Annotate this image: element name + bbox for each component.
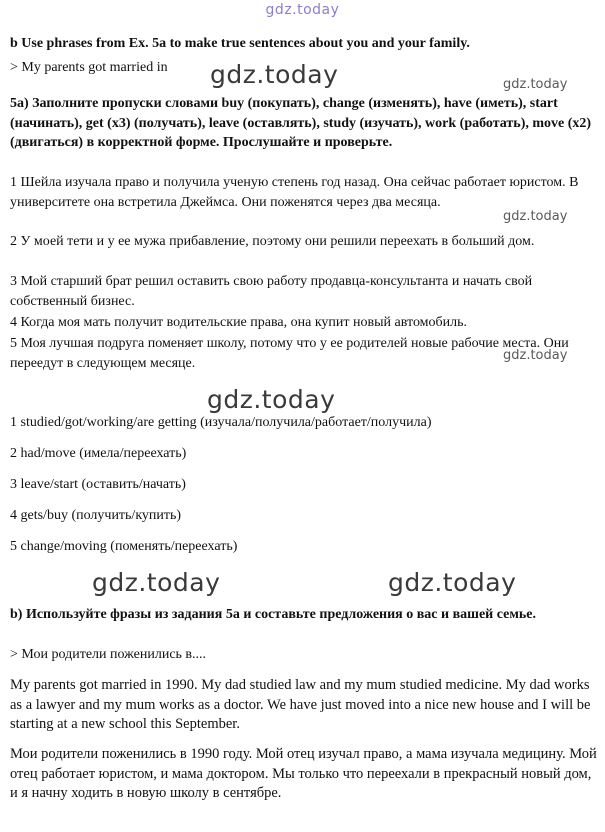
watermark-small: gdz.today xyxy=(503,348,568,363)
watermark-top: gdz.today xyxy=(265,2,340,18)
task-b-ru-title: b) Используйте фразы из задания 5а и составьте предложения о вас и вашей семье. xyxy=(10,607,536,622)
sentence-5: 5 Моя лучшая подруга поменяет школу, потому что у ее родителей новые рабочие места. Они переедут в следующем месяце. xyxy=(10,336,569,371)
answer-2: 2 had/move (имела/переехать) xyxy=(10,446,187,461)
answer-paragraph-en: My parents got married in 1990. My dad studied law and my mum studied medicine. My dad works as a lawyer and my mum works as a doctor. We have just moved into a nice new house and I will be starting at a new school this September. xyxy=(10,677,591,732)
sentence-4: 4 Когда моя мать получит водительские права, она купит новый автомобиль. xyxy=(10,315,468,330)
answer-5: 5 change/moving (поменять/переехать) xyxy=(10,539,238,554)
sentence-1: 1 Шейла изучала право и получила ученую степень год назад. Она сейчас работает юристом. В университете она встретила Джеймса. Они поженятся через два месяца. xyxy=(10,175,579,210)
watermark: gdz.today xyxy=(92,568,221,597)
sentence-2: 2 У моей тети и у ее мужа прибавление, поэтому они решили переехать в больший дом. xyxy=(10,234,535,249)
sentence-3: 3 Мой старший брат решил оставить свою работу продавца-консультанта и начать свой собственный бизнес. xyxy=(10,274,533,309)
answer-3: 3 leave/start (оставить/начать) xyxy=(10,477,186,492)
task-5a-instruction: 5а) Заполните пропуски словами buy (покупать), change (изменять), have (иметь), start (начинать), get (x3) (получать), leave (оставлять), study (изучать), work (работать), move (x2) (двигаться) в корректной форме. Прослушайте и проверьте. xyxy=(10,96,592,150)
task-b-en-title: b Use phrases from Ex. 5a to make true sentences about you and your family. xyxy=(10,36,470,51)
watermark: gdz.today xyxy=(388,568,517,597)
task-b-ru-example: > Мои родители поженились в.... xyxy=(10,647,207,662)
task-b-en-example: > My parents got married in xyxy=(10,60,168,75)
answer-1: 1 studied/got/working/are getting (изучала/получила/работает/получила) xyxy=(10,415,432,430)
watermark-small: gdz.today xyxy=(503,209,568,224)
watermark: gdz.today xyxy=(210,60,339,89)
answer-paragraph-ru: Мои родители поженились в 1990 году. Мой отец изучал право, а мама изучала медицину. Мой отец работает юристом, и мама доктором. Мы только что переехали в прекрасный новый дом, и я начну ходить в новую школу в сентябре. xyxy=(10,746,597,801)
watermark: gdz.today xyxy=(207,385,336,414)
answer-4: 4 gets/buy (получить/купить) xyxy=(10,508,182,523)
watermark-small: gdz.today xyxy=(503,77,568,92)
